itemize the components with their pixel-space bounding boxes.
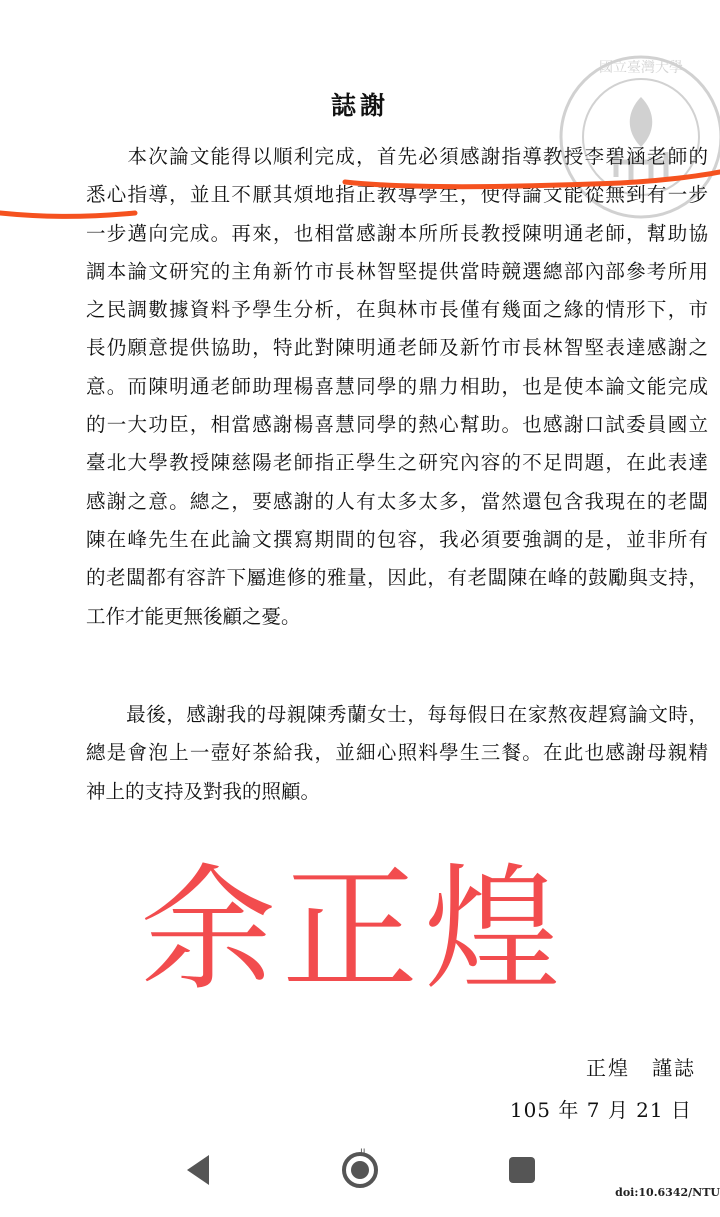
text-line: 工作才能更無後顧之憂。 bbox=[86, 604, 301, 628]
handwritten-name: 余正煌 bbox=[140, 852, 566, 1010]
text-line: 最後，感謝我的母親陳秀蘭女士，每每假日在家熬夜趕寫論文時， bbox=[86, 703, 708, 726]
text-line: 的一大功臣，相當感謝楊喜慧同學的熱心幫助。也感謝口試委員國立 bbox=[86, 413, 708, 437]
recents-square-icon bbox=[507, 1155, 537, 1185]
text-line: 的老闆都有容許下屬進修的雅量，因此，有老闆陳在峰的鼓勵與支持， bbox=[86, 566, 708, 590]
text-line: 之民調數據資料予學生分析，在與林市長僅有幾面之緣的情形下，市 bbox=[86, 298, 708, 322]
recents-button[interactable] bbox=[502, 1150, 542, 1190]
back-triangle-icon bbox=[183, 1153, 213, 1187]
highlight-underline-icon bbox=[345, 172, 720, 187]
text-line: 本次論文能得以順利完成，首先必須感謝指導教授李碧涵老師的 bbox=[86, 145, 708, 168]
highlight-underline-annotation bbox=[0, 0, 720, 240]
highlight-underline-icon bbox=[0, 213, 135, 216]
text-line: 調本論文研究的主角新竹市長林智堅提供當時競選總部內部參考所用 bbox=[86, 259, 708, 283]
seal-text: 國立臺灣大學 bbox=[599, 60, 683, 76]
text-line: 神上的支持及對我的照顧。 bbox=[86, 779, 321, 803]
text-line: 陳在峰先生在此論文撰寫期間的包容，我必須要強調的是，並非所有 bbox=[86, 527, 708, 551]
text-line: 總是會泡上一壺好茶給我，並細心照料學生三餐。在此也感謝母親精 bbox=[86, 741, 708, 765]
doi-footer: doi:10.6342/NTU bbox=[615, 1186, 720, 1199]
paragraph-2 bbox=[86, 696, 708, 811]
text-line: 一步邁向完成。再來，也相當感謝本所所長教授陳明通老師，幫助協 bbox=[86, 221, 708, 245]
back-button[interactable] bbox=[178, 1150, 218, 1190]
page-title: 誌謝 bbox=[330, 91, 389, 120]
text-line: 意。而陳明通老師助理楊喜慧同學的鼎力相助，也是使本論文能完成 bbox=[86, 374, 708, 398]
text-line: 感謝之意。總之，要感謝的人有太多太多，當然還包含我現在的老闆 bbox=[86, 489, 708, 513]
assistant-indicator: ıı bbox=[360, 1146, 366, 1157]
text-line: 臺北大學教授陳慈陽老師指正學生之研究內容的不足問題，在此表達 bbox=[86, 451, 708, 475]
text-line: 長仍願意提供協助，特此對陳明通老師及新竹市長林智堅表達感謝之 bbox=[86, 336, 708, 360]
android-navigation-bar bbox=[0, 1134, 720, 1204]
signature-line: 正煌 謹誌 bbox=[586, 1056, 696, 1080]
signature-date: 105 年 7 月 21 日 bbox=[509, 1098, 692, 1122]
text-line: 悉心指導，並且不厭其煩地指正教導學生，使得論文能從無到有一步 bbox=[86, 183, 708, 207]
